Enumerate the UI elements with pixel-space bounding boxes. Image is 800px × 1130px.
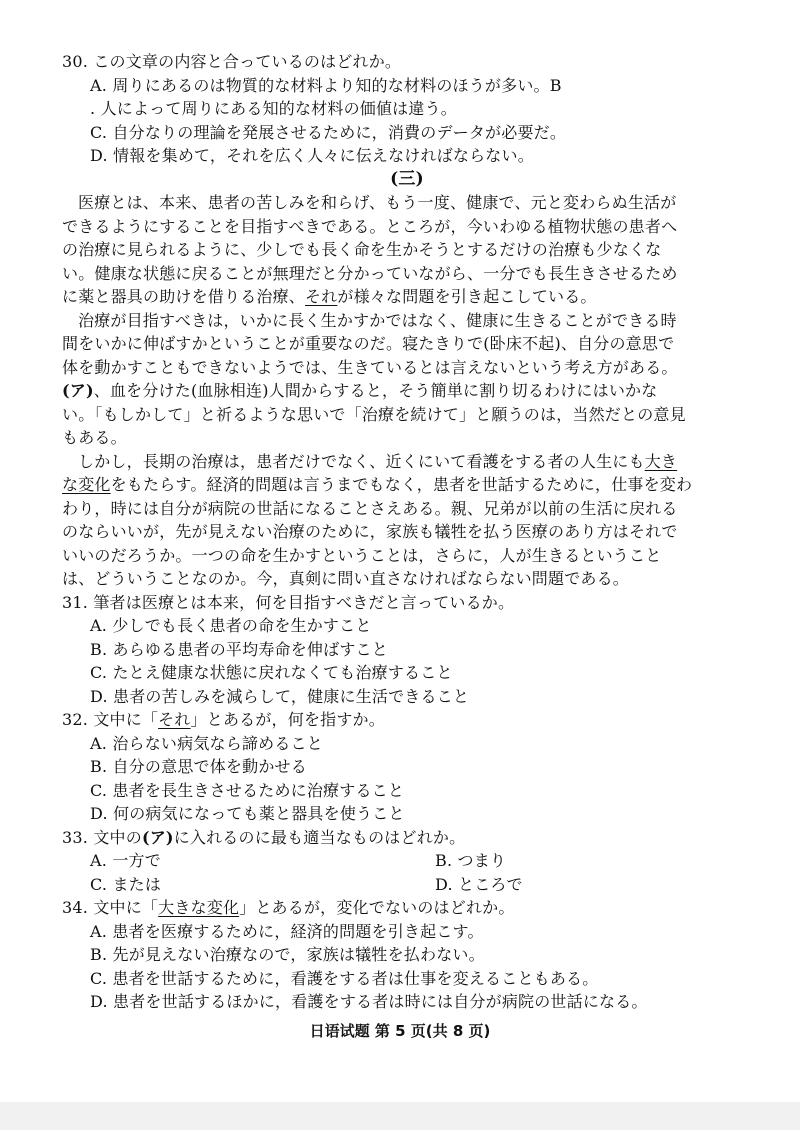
question-34-option-a: A. 患者を医療するために，経済的問題を引き起こす。 [90, 921, 484, 941]
question-32-option-d: D. 何の病気になっても薬と器具を使うこと [90, 804, 405, 823]
passage-line [62, 285, 752, 309]
page-content [62, 50, 752, 1014]
underlined-ookina: 大き [644, 451, 678, 471]
question-31-option-d: D. 患者の苦しみを減らして，健康に生活できること [90, 686, 470, 706]
passage-line: 医療とは、本来、患者の苦しみを和らげ、もう一度、健康で、元と変わらぬ生活が [78, 193, 677, 212]
passage-line [62, 450, 752, 474]
passage-line [62, 379, 752, 403]
question-30-stem: 30. この文章の内容と合っているのはどれか。 [62, 52, 402, 71]
blank-marker-a: (ア) [141, 827, 174, 847]
question-30-option-d: D. 情報を集めて，それを広く人々に伝えなければならない。 [90, 146, 534, 165]
section-title: (三) [390, 168, 424, 189]
passage-line: い。「もしかして」と祈るような思いで「治療を続けて」と願うのは，当然だとの意見 [62, 404, 686, 424]
question-33-option-d: D. ところで [435, 874, 523, 894]
passage-line: のならいいが，先が見えない治療のために，家族も犠牲を払う医療のあり方はそれで [62, 522, 678, 541]
passage-text: をもたらす。経済的問題は言うまでもなく，患者を世話するために，仕事を変わ [110, 475, 693, 494]
passage-line: できるようにすることを目指すべきである。ところが，今いわゆる植物状態の患者へ [62, 216, 678, 236]
passage-text: が様々な問題を引き起こしている。 [337, 287, 597, 306]
underlined-sore: それ [305, 287, 338, 306]
passage-line: 体を動かすこともできないようでは、生きているとは言えないという考え方がある。 [62, 357, 678, 377]
question-30-option-a: A. 周りにあるのは物質的な材料より知的な材料のほうが多い。B [90, 75, 562, 95]
passage-line: いいのだろうか。一つの命を生かすということは，さらに，人が生きるということ [62, 545, 662, 565]
passage-line: は、どういうことなのか。今，真剣に問い直さなければならない問題である。 [62, 569, 630, 588]
question-33-options-row-1 [62, 849, 752, 873]
question-32-option-b: B. 自分の意思で体を動かせる [90, 757, 307, 776]
question-32-stem [62, 708, 752, 732]
question-31-stem: 31. 筆者は医療とは本来，何を目指すべきだと言っているか。 [62, 592, 515, 612]
underlined-ookina-henka: 大きな変化 [158, 898, 240, 917]
passage-line [62, 473, 752, 497]
question-34-option-c: C. 患者を世話するために，看護をする者は仕事を変えることもある。 [90, 968, 599, 988]
passage-line: の治療に見られるように、少しでも長く命を生かそうとするだけの治療も少なくな [62, 240, 662, 259]
blank-marker-a: (ア) [62, 381, 94, 400]
question-32-option-c: C. 患者を長生きさせるために治療すること [90, 780, 405, 800]
passage-text: 、血を分けた(血脉相连)人間からすると，そう簡単に割り切るわけにはいかな [93, 381, 658, 400]
question-31-option-a: A. 少しでも長く患者の命を生かすこと [90, 616, 372, 635]
passage-line: もある。 [62, 428, 127, 447]
passage-text: に薬と器具の助けを借りる治療、 [62, 287, 306, 306]
page-footer: 日语试题 第 5 页(共 8 页) [309, 1022, 491, 1040]
question-30-option-b: . 人によって周りにある知的な材料の価値は違う。 [90, 99, 457, 118]
passage-line: 間をいかに伸ばすかということが重要なのだ。寝たきりで(卧床不起)、自分の意思で [62, 334, 675, 353]
question-33-option-b: B. つまり [435, 851, 507, 870]
question-34-option-b: B. 先が見えない治療なので，家族は犠牲を払わない。 [90, 945, 485, 964]
stem-text: 34. 文中に「 [62, 898, 159, 917]
underlined-sore: それ [158, 710, 191, 729]
stem-text: 」とあるが，何を指すか。 [190, 710, 385, 729]
bottom-margin-bar [0, 1102, 800, 1130]
stem-text: に入れるのに最も適当なものはどれか。 [173, 827, 466, 847]
question-31-option-b: B. あらゆる患者の平均寿命を伸ばすこと [90, 639, 388, 659]
passage-text: しかし，長期の治療は，患者だけでなく、近くにいて看護をする者の人生にも [78, 451, 645, 471]
question-33-stem [62, 826, 752, 850]
passage-paragraph-2 [62, 309, 752, 450]
passage-paragraph-1 [62, 191, 752, 309]
stem-text: 」とあるが，変化でないのはどれか。 [239, 898, 515, 917]
stem-text: 32. 文中に「 [62, 710, 159, 729]
question-32-option-a: A. 治らない病気なら諦めること [90, 733, 323, 753]
passage-line: い。健康な状態に戻ることが無理だと分かっていながら、一分でも長生きさせるため [62, 263, 678, 283]
question-34-stem [62, 896, 752, 920]
question-33-options-row-2 [62, 873, 752, 897]
question-33-option-a: A. 一方で [90, 851, 161, 870]
passage-paragraph-3 [62, 450, 752, 591]
passage-line: わり，時には自分が病院の世話になることさえある。親、兄弟が以前の生活に戻れる [62, 498, 678, 518]
question-34-option-d: D. 患者を世話するほかに，看護をする者は時には自分が病院の世話になる。 [90, 992, 648, 1011]
passage-line: 治療が目指すべきは，いかに長く生かすかではなく、健康に生きることができる時 [78, 310, 677, 330]
question-30-option-c: C. 自分なりの理論を発展させるために，消費のデータが必要だ。 [90, 122, 567, 142]
question-31-option-c: C. たとえ健康な状態に戻れなくても治療すること [90, 663, 453, 682]
underlined-na-henka: な変化 [62, 475, 111, 494]
question-33-option-c: C. または [90, 874, 162, 894]
stem-text: 33. 文中の [62, 827, 142, 847]
